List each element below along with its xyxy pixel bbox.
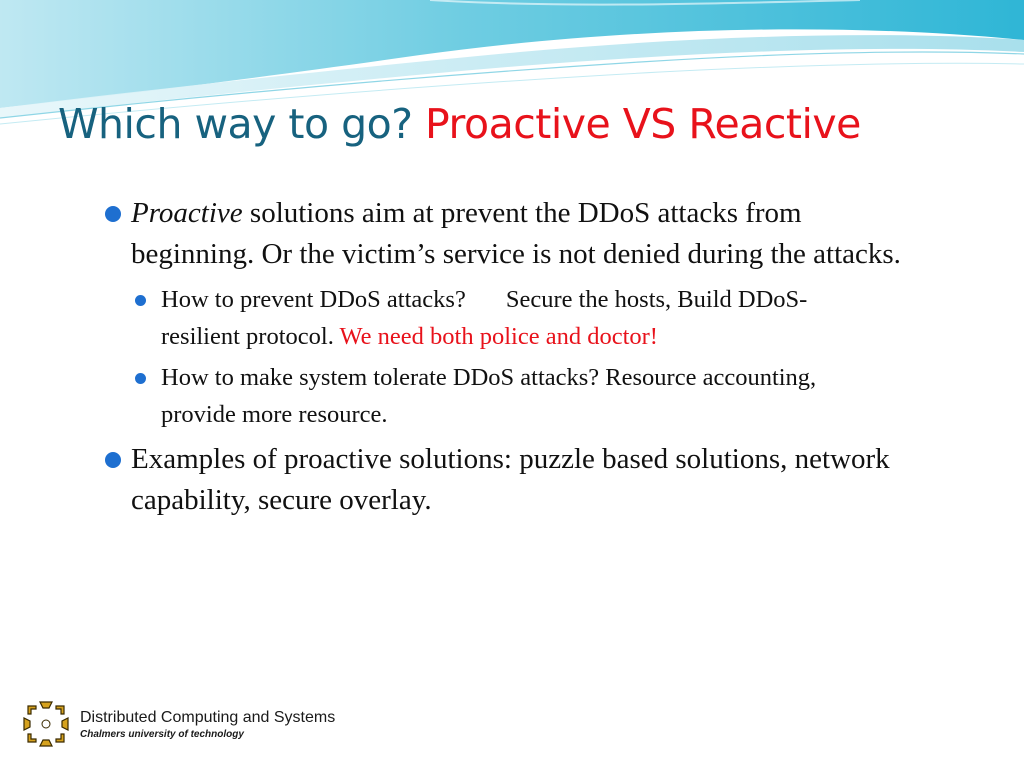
- sub-bullet-prevent-highlight: We need both police and doctor!: [339, 323, 658, 350]
- sub-bullet-list: [100, 281, 970, 433]
- chalmers-logo-icon: [22, 700, 70, 748]
- bullet-dot-icon: [105, 206, 121, 222]
- sub-bullet-tolerate-text: How to make system tolerate DDoS attacks? Resource accounting, provide more resource.: [161, 364, 817, 428]
- bullet-proactive-text: solutions aim at prevent the DDoS attacks from beginning. Or the victim’s service is not denied during the attacks.: [131, 197, 901, 270]
- title-plain: Which way to go?: [58, 100, 426, 148]
- sub-bullet-dot-icon: [135, 373, 146, 384]
- slide-body: [100, 193, 970, 527]
- slide-title: [58, 100, 861, 149]
- sub-bullet-prevent-question: How to prevent DDoS attacks?: [161, 286, 466, 313]
- title-accent: Proactive VS Reactive: [425, 100, 861, 148]
- sub-bullet-prevent-answer: Secure the hosts, Build DDoS-resilient protocol.: [161, 286, 808, 350]
- sub-bullet-tolerate: [100, 359, 881, 433]
- bullet-proactive-emphasis: Proactive: [131, 197, 243, 229]
- sub-bullet-dot-icon: [135, 295, 146, 306]
- bullet-dot-icon: [105, 452, 121, 468]
- sub-bullet-prevent: [100, 281, 881, 355]
- bullet-examples-text: Examples of proactive solutions: puzzle based solutions, network capability, secure overlay.: [131, 443, 890, 516]
- bullet-proactive: [100, 193, 931, 275]
- footer-organization: Distributed Computing and Systems: [80, 709, 336, 726]
- bullet-examples: [100, 439, 971, 521]
- footer-university: Chalmers university of technology: [80, 729, 244, 740]
